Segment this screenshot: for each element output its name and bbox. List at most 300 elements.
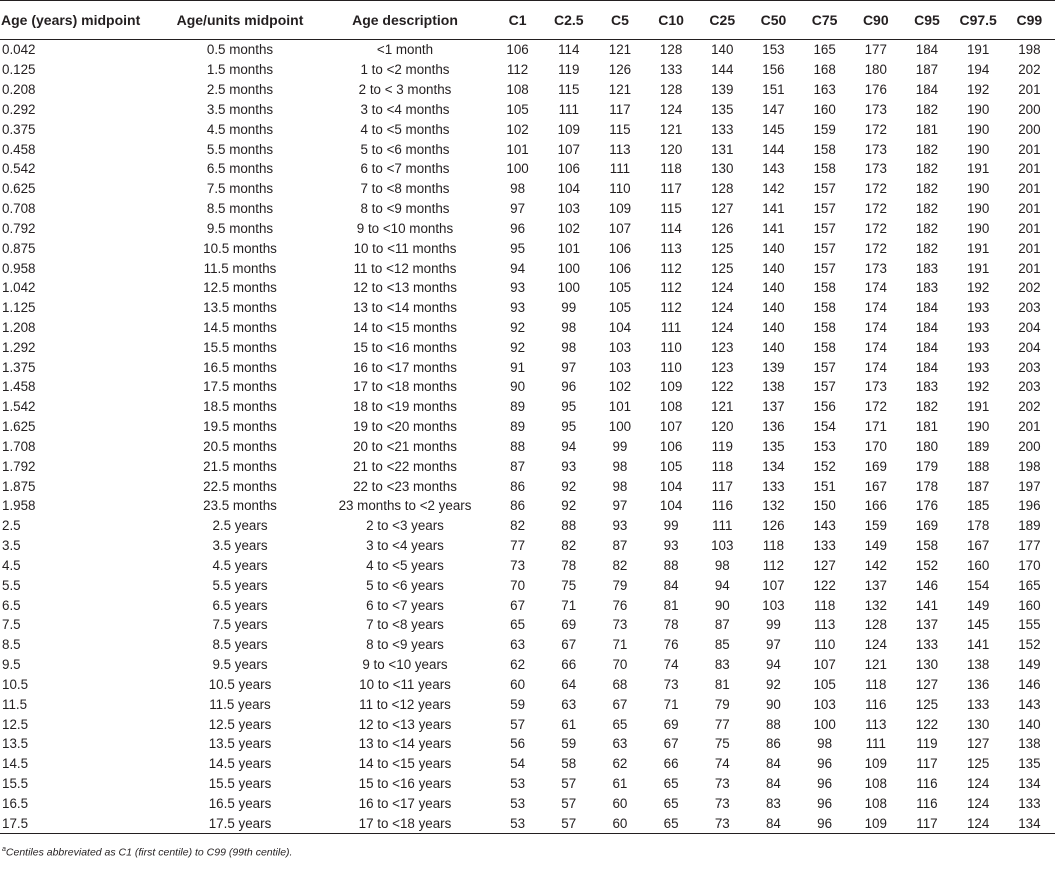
table-cell: 187	[915, 62, 939, 78]
table-cell: 74	[663, 657, 679, 673]
table-cell: 67	[561, 637, 577, 653]
table-cell: 5 to <6 years	[366, 577, 444, 593]
table-cell: 170	[864, 438, 887, 454]
table-cell: 10 to <11 years	[359, 676, 451, 692]
table-row	[0, 238, 1055, 258]
table-cell: 141	[762, 220, 785, 236]
table-cell: 201	[1018, 220, 1041, 236]
table-cell: 73	[714, 795, 730, 811]
table-cell: 146	[915, 577, 939, 593]
table-cell: 160	[966, 557, 990, 573]
table-cell: 8 to <9 months	[360, 201, 450, 217]
table-cell: 190	[966, 121, 990, 137]
table-cell: 100	[557, 260, 580, 276]
table-cell: 1.208	[2, 320, 36, 335]
table-cell: 14 to <15 years	[358, 756, 452, 772]
table-cell: 120	[659, 141, 683, 157]
table-cell: 106	[659, 438, 683, 454]
table-cell: 113	[813, 617, 836, 633]
table-row	[0, 179, 1055, 199]
column-header: C10	[646, 0, 697, 40]
table-cell: 17 to <18 months	[353, 379, 457, 395]
table-cell: 133	[915, 637, 939, 653]
table-cell: 61	[612, 776, 628, 792]
table-row	[0, 575, 1055, 595]
table-cell: 1.292	[2, 339, 36, 355]
table-cell: 65	[663, 795, 679, 811]
table-cell: 82	[510, 518, 526, 534]
column-header: C5	[594, 0, 645, 40]
table-cell: 86	[510, 498, 526, 514]
table-cell: 16.5 years	[208, 795, 272, 811]
table-cell: 73	[714, 776, 730, 792]
table-cell: 5.5	[2, 577, 21, 593]
table-cell: 109	[557, 121, 580, 137]
table-cell: 4.5	[2, 557, 21, 573]
table-cell: 130	[711, 161, 734, 177]
table-row	[0, 119, 1055, 139]
table-cell: 182	[915, 399, 939, 415]
table-cell: 182	[915, 181, 939, 197]
table-cell: 61	[561, 716, 577, 732]
table-cell: 140	[762, 320, 785, 335]
table-cell: 11.5 months	[203, 260, 277, 276]
table-cell: 126	[711, 220, 734, 236]
table-cell: 111	[660, 320, 682, 335]
table-cell: 138	[966, 657, 990, 673]
table-cell: 140	[762, 280, 785, 296]
table-cell: 17.5 years	[162, 813, 318, 833]
table-cell: 0.208	[2, 82, 36, 98]
table-cell: 119	[558, 62, 580, 78]
table-cell: 76	[612, 597, 628, 613]
table-cell: 152	[813, 458, 836, 474]
table-cell: 95	[561, 419, 577, 435]
table-row	[0, 456, 1055, 476]
table-row	[0, 496, 1055, 516]
table-row	[0, 714, 1055, 734]
table-cell: 76	[663, 637, 679, 653]
table-cell: 11 to <12 months	[353, 260, 457, 276]
table-cell: 108	[864, 776, 887, 792]
table-cell: 98	[561, 320, 577, 335]
table-cell: 201	[1018, 141, 1041, 157]
column-header: C25	[697, 0, 748, 40]
table-cell: 11.5	[2, 696, 28, 712]
table-cell: 2.5 months	[206, 82, 274, 98]
table-cell: 103	[557, 201, 580, 217]
table-cell: 203	[1018, 300, 1041, 316]
table-cell: 152	[1018, 637, 1041, 653]
table-cell: 100	[506, 161, 529, 177]
table-cell: 11.5 years	[209, 696, 271, 712]
table-row	[0, 99, 1055, 119]
table-cell: 84	[765, 756, 781, 772]
table-cell: 104	[659, 478, 683, 494]
table-cell: 88	[561, 518, 577, 534]
table-cell: 202	[1018, 62, 1041, 78]
table-cell: 174	[864, 339, 887, 355]
table-cell: 65	[646, 813, 697, 833]
table-cell: 127	[966, 736, 990, 752]
table-cell: 98	[612, 458, 628, 474]
table-cell: 128	[659, 42, 683, 58]
table-cell: 143	[813, 518, 836, 534]
table-cell: 198	[1018, 458, 1041, 474]
table-cell: 140	[762, 260, 785, 276]
table-cell: 189	[966, 438, 990, 454]
table-cell: 78	[663, 617, 679, 633]
table-cell: 16.5 months	[203, 359, 277, 375]
table-cell: 60	[510, 676, 526, 692]
table-cell: 122	[711, 379, 734, 395]
table-cell: 140	[762, 339, 785, 355]
table-cell: 172	[864, 201, 887, 217]
table-cell: 114	[558, 42, 580, 58]
table-cell: 105	[506, 101, 529, 117]
table-cell: 1.5 months	[206, 62, 274, 78]
table-cell: 142	[864, 557, 887, 573]
table-cell: 138	[762, 379, 785, 395]
table-row	[0, 536, 1055, 556]
table-cell: 88	[663, 557, 679, 573]
table-cell: 142	[762, 181, 785, 197]
table-cell: 159	[813, 121, 836, 137]
table-cell: 190	[966, 181, 990, 197]
table-cell: 193	[966, 300, 990, 316]
table-cell: 117	[609, 101, 631, 117]
table-cell: 1.875	[2, 478, 36, 494]
table-cell: 6.5 years	[212, 597, 268, 613]
table-cell: 184	[915, 82, 939, 98]
table-cell: 102	[608, 379, 632, 395]
table-cell: 173	[864, 101, 887, 117]
table-cell: 124	[864, 637, 887, 653]
table-cell: 3.5	[2, 538, 21, 554]
table-cell: 170	[1018, 557, 1041, 573]
table-cell: 6.5	[2, 597, 21, 613]
table-cell: 79	[714, 696, 730, 712]
table-cell: 94	[510, 260, 526, 276]
table-cell: 63	[612, 736, 628, 752]
table-cell: 201	[1018, 240, 1041, 256]
table-cell: 1.625	[2, 419, 36, 435]
table-cell: 98	[714, 557, 730, 573]
table-cell: 101	[557, 240, 580, 256]
table-cell: 117	[660, 181, 682, 197]
table-cell: 108	[659, 399, 683, 415]
table-cell: 146	[1018, 676, 1041, 692]
table-cell: 136	[762, 419, 785, 435]
table-cell: 89	[510, 419, 526, 435]
table-cell: 117	[901, 813, 952, 833]
table-cell: 133	[659, 62, 683, 78]
table-cell: 174	[864, 359, 887, 375]
table-cell: 2 to <3 years	[366, 518, 444, 534]
table-cell: 151	[813, 478, 836, 494]
table-cell: 57	[543, 813, 594, 833]
table-cell: 103	[813, 696, 836, 712]
table-cell: 111	[865, 736, 886, 752]
table-cell: 14.5 months	[203, 320, 277, 335]
table-cell: 53	[510, 776, 526, 792]
table-cell: 178	[966, 518, 990, 534]
table-cell: 182	[915, 240, 939, 256]
table-cell: 58	[561, 756, 577, 772]
table-cell: 92	[561, 498, 577, 514]
table-cell: 109	[864, 756, 887, 772]
table-row	[0, 675, 1055, 695]
table-cell: 163	[813, 82, 836, 98]
table-cell: 174	[864, 280, 887, 296]
table-cell: 138	[1018, 736, 1041, 752]
table-cell: 188	[966, 458, 990, 474]
table-cell: 200	[1018, 438, 1041, 454]
table-cell: 19.5 months	[203, 419, 277, 435]
table-cell: 160	[1018, 597, 1041, 613]
table-cell: 2.5	[2, 518, 21, 534]
table-cell: 147	[762, 101, 785, 117]
table-cell: 182	[915, 101, 939, 117]
table-cell: 154	[813, 419, 836, 435]
table-cell: 133	[1018, 795, 1041, 811]
table-cell: 158	[813, 300, 836, 316]
table-cell: 180	[915, 438, 939, 454]
table-cell: 190	[966, 419, 990, 435]
table-cell: 179	[915, 458, 939, 474]
table-cell: 97	[561, 359, 577, 375]
table-cell: 157	[813, 201, 836, 217]
table-cell: 123	[711, 339, 734, 355]
table-cell: 133	[966, 696, 990, 712]
table-cell: 99	[765, 617, 781, 633]
table-cell: 53	[510, 795, 526, 811]
table-cell: 22.5 months	[203, 478, 277, 494]
table-cell: 101	[506, 141, 529, 157]
table-cell: 115	[609, 121, 631, 137]
table-cell: 67	[663, 736, 679, 752]
table-cell: 177	[1018, 538, 1041, 554]
table-cell: 172	[864, 181, 887, 197]
table-cell: 94	[561, 438, 577, 454]
table-cell: 0.292	[2, 101, 36, 117]
table-cell: 109	[608, 201, 632, 217]
table-cell: 192	[966, 82, 990, 98]
table-cell: 103	[762, 597, 785, 613]
table-row	[0, 417, 1055, 437]
table-cell: 7 to <8 years	[366, 617, 444, 633]
table-cell: 153	[813, 438, 836, 454]
table-cell: 63	[561, 696, 577, 712]
table-cell: 157	[813, 220, 836, 236]
table-cell: 137	[915, 617, 939, 633]
table-cell: 67	[612, 696, 628, 712]
table-cell: 156	[813, 399, 836, 415]
table-cell: 15.5 years	[208, 776, 272, 792]
table-cell: 176	[864, 82, 887, 98]
table-cell: 59	[510, 696, 526, 712]
table-cell: 83	[714, 657, 730, 673]
table-cell: 198	[1018, 42, 1041, 58]
table-cell: 90	[765, 696, 781, 712]
table-cell: 81	[714, 676, 730, 692]
table-cell: 6 to <7 years	[366, 597, 444, 613]
table-cell: 16 to <17 years	[358, 795, 452, 811]
table-cell: 88	[765, 716, 781, 732]
table-cell: 135	[711, 101, 734, 117]
table-cell: 180	[864, 62, 887, 78]
table-cell: 167	[864, 478, 887, 494]
table-cell: 197	[1018, 478, 1041, 494]
table-cell: 113	[865, 716, 887, 732]
table-cell: 93	[561, 458, 577, 474]
table-cell: 112	[660, 260, 682, 276]
table-cell: 132	[762, 498, 785, 514]
column-header: C50	[748, 0, 799, 40]
table-cell: 89	[510, 399, 526, 415]
table-cell: 15.5 months	[203, 339, 277, 355]
table-cell: 141	[966, 637, 990, 653]
table-cell: 174	[864, 320, 887, 335]
table-cell: 13.5 years	[208, 736, 272, 752]
table-cell: 174	[864, 300, 887, 316]
table-cell: 12.5 years	[208, 716, 272, 732]
table-cell: 182	[915, 220, 939, 236]
table-cell: 171	[864, 419, 887, 435]
table-cell: 0.458	[2, 141, 36, 157]
table-cell: 73	[663, 676, 679, 692]
table-cell: 107	[813, 657, 836, 673]
table-row	[0, 258, 1055, 278]
table-cell: 1.792	[2, 458, 36, 474]
table-cell: 134	[1018, 776, 1041, 792]
table-cell: 182	[915, 141, 939, 157]
table-cell: 169	[915, 518, 939, 534]
table-cell: 23.5 months	[203, 498, 277, 514]
column-header: C97.5	[953, 0, 1004, 40]
table-cell: 14.5 years	[208, 756, 272, 772]
table-cell: 139	[762, 359, 785, 375]
table-cell: 121	[659, 121, 683, 137]
table-cell: 10.5 years	[208, 676, 272, 692]
table-cell: 81	[663, 597, 679, 613]
table-cell: 67	[510, 597, 526, 613]
table-cell: 57	[510, 716, 526, 732]
table-cell: 113	[660, 240, 682, 256]
table-cell: 120	[711, 419, 734, 435]
table-row	[0, 357, 1055, 377]
table-cell: 20 to <21 months	[353, 438, 457, 454]
table-cell: 121	[864, 657, 887, 673]
table-cell: 90	[510, 379, 526, 395]
table-cell: 126	[608, 62, 632, 78]
table-cell: 204	[1018, 320, 1041, 335]
table-cell: 158	[813, 320, 836, 335]
table-cell: 172	[864, 220, 887, 236]
table-row	[0, 377, 1055, 397]
table-cell: 18.5 months	[203, 399, 277, 415]
table-cell: 1.958	[2, 498, 36, 514]
table-cell: 105	[608, 300, 632, 316]
table-cell: 189	[1018, 518, 1041, 534]
table-cell: 151	[762, 82, 785, 98]
table-cell: 3.5 months	[206, 101, 274, 117]
table-cell: 139	[711, 82, 734, 98]
table-cell: 203	[1018, 359, 1041, 375]
table-cell: 112	[660, 280, 682, 296]
table-row	[0, 516, 1055, 536]
table-cell: 7.5	[2, 617, 21, 633]
table-cell: 85	[714, 637, 730, 653]
table-cell: 181	[915, 419, 939, 435]
table-cell: 173	[864, 260, 887, 276]
table-cell: 201	[1018, 419, 1041, 435]
table-cell: 0.5 months	[206, 42, 274, 58]
table-cell: 12 to <13 years	[358, 716, 452, 732]
table-cell: 184	[915, 42, 939, 58]
table-cell: 132	[864, 597, 887, 613]
table-cell: 123	[711, 359, 734, 375]
table-cell: 102	[557, 220, 580, 236]
table-cell: 150	[813, 498, 836, 514]
table-row	[0, 615, 1055, 635]
footnote-marker: a	[2, 846, 6, 853]
table-cell: 4 to <5 months	[360, 121, 450, 137]
table-cell: 155	[1018, 617, 1041, 633]
table-cell: 167	[966, 538, 990, 554]
column-header: C90	[850, 0, 901, 40]
column-header: C99	[1004, 0, 1055, 40]
table-cell: 104	[659, 498, 683, 514]
table-row	[0, 218, 1055, 238]
table-cell: 105	[608, 280, 632, 296]
table-cell: 125	[966, 756, 990, 772]
table-row	[0, 199, 1055, 219]
table-cell: 11 to <12 years	[359, 696, 451, 712]
table-row	[0, 635, 1055, 655]
table-cell: 176	[915, 498, 939, 514]
table-cell: 78	[561, 557, 577, 573]
table-cell: 158	[813, 339, 836, 355]
column-header: Age/units midpoint	[162, 0, 318, 40]
table-cell: 181	[915, 121, 939, 137]
table-cell: 68	[612, 676, 628, 692]
table-cell: 65	[510, 617, 526, 633]
table-cell: 121	[608, 42, 632, 58]
table-cell: 124	[659, 101, 683, 117]
table-cell: <1 month	[376, 42, 434, 58]
table-cell: 5.5 months	[206, 141, 274, 157]
table-cell: 17 to <18 years	[318, 813, 492, 833]
table-cell: 21 to <22 months	[353, 458, 457, 474]
table-cell: 183	[915, 280, 939, 296]
table-cell: 149	[1018, 657, 1041, 673]
table-cell: 82	[561, 538, 577, 554]
table-cell: 10.5 months	[203, 240, 277, 256]
table-cell: 75	[714, 736, 730, 752]
table-cell: 124	[966, 776, 990, 792]
table-cell: 204	[1018, 339, 1041, 355]
table-cell: 92	[561, 478, 577, 494]
table-cell: 15 to <16 months	[353, 339, 457, 355]
table-cell: 2.5 years	[212, 518, 268, 534]
table-cell: 102	[506, 121, 529, 137]
table-cell: 5.5 years	[212, 577, 268, 593]
table-cell: 86	[765, 736, 781, 752]
table-cell: 10.5	[2, 676, 29, 692]
table-cell: 111	[712, 518, 733, 534]
table-cell: 70	[510, 577, 526, 593]
